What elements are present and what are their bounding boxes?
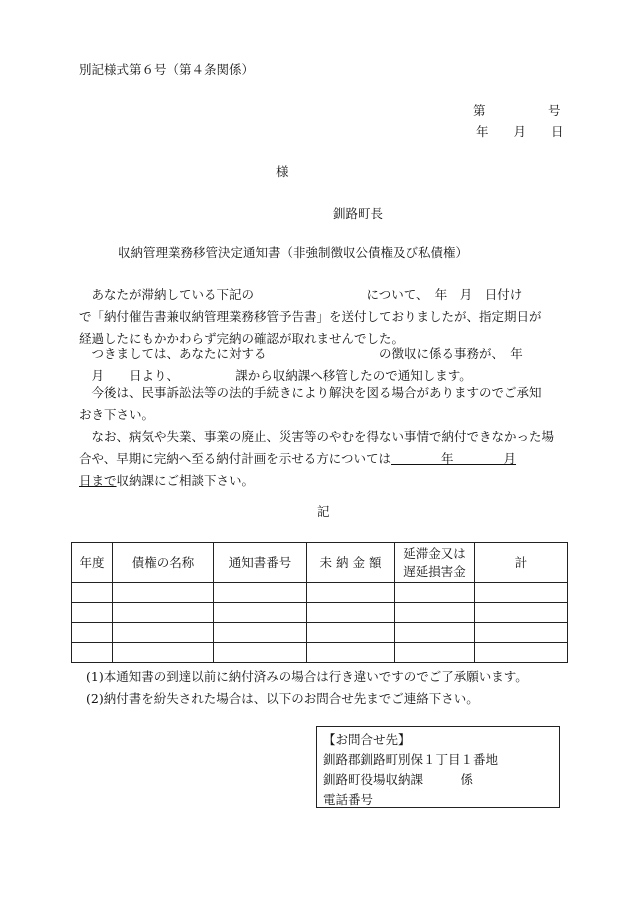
table-cell <box>72 603 113 623</box>
note-item: (1)本通知書の到達以前に納付済みの場合は行き違いですのでご了承願います。 <box>86 669 528 684</box>
contact-address: 釧路郡釧路町別保１丁目１番地 <box>323 752 499 767</box>
table-row <box>72 643 568 663</box>
debt-table <box>71 542 568 663</box>
table-row <box>72 583 568 603</box>
table-cell <box>395 643 475 663</box>
contact-heading: 【お問合せ先】 <box>323 732 411 747</box>
col-header-claim-name: 債権の名称 <box>113 543 214 583</box>
table-cell <box>475 623 568 643</box>
body-line: で「納付催告書兼収納管理業務移管予告書」を送付しておりましたが、指定期日が <box>79 309 542 324</box>
contact-phone-label: 電話番号 <box>323 792 374 807</box>
table-cell <box>395 583 475 603</box>
deadline-date-blank: 年 月 <box>391 451 517 466</box>
body-paragraph-1 <box>79 284 574 350</box>
table-cell <box>307 603 395 623</box>
body-paragraph-2 <box>79 343 574 387</box>
body-text: 収納課にご相談下さい。 <box>116 473 255 488</box>
body-line <box>79 470 574 492</box>
col-header-fiscal-year: 年度 <box>72 543 113 583</box>
table-cell <box>475 643 568 663</box>
document-title: 収納管理業務移管決定通知書（非強制徴収公債権及び私債権） <box>118 245 469 260</box>
body-line: なお、病気や失業、事業の廃止、災害等のやむを得ない事情で納付できなかった場 <box>79 429 555 444</box>
table-cell <box>72 623 113 643</box>
table-cell <box>72 643 113 663</box>
table-cell <box>113 643 214 663</box>
col-header-unpaid-amount: 未 納 金 額 <box>307 543 395 583</box>
body-line <box>79 448 574 470</box>
body-line: おき下さい。 <box>79 407 155 422</box>
table-cell <box>214 583 307 603</box>
body-text: 合や、早期に完納へ至る納付計画を示せる方については <box>79 451 392 466</box>
body-line: あなたが滞納している下記の について、 年 月 日付け <box>79 287 523 302</box>
body-line: 経過したにもかかわらず完納の確認が取れませんでした。 <box>79 331 405 346</box>
table-cell <box>395 603 475 623</box>
table-cell <box>395 623 475 643</box>
table-cell <box>475 603 568 623</box>
col-header-late-charge <box>395 543 475 583</box>
body-paragraph-3 <box>79 382 574 426</box>
table-cell <box>214 623 307 643</box>
table-cell <box>475 583 568 603</box>
table-cell <box>214 603 307 623</box>
sender-name: 釧路町長 <box>333 206 384 221</box>
form-id: 別記様式第６号（第４条関係） <box>79 62 255 77</box>
table-header-row <box>72 543 568 583</box>
table-cell <box>72 583 113 603</box>
table-cell <box>307 623 395 643</box>
document-date-label: 年 月 日 <box>476 124 564 139</box>
table-row <box>72 623 568 643</box>
body-line: つきましては、あなたに対する の徴収に係る事務が、 年 <box>79 346 523 361</box>
addressee-suffix: 様 <box>276 164 289 179</box>
contact-box <box>316 726 560 808</box>
ki-heading: 記 <box>317 504 330 519</box>
col-header-total: 計 <box>475 543 568 583</box>
table-cell <box>113 623 214 643</box>
body-paragraph-4 <box>79 426 574 492</box>
notes <box>86 666 528 710</box>
table-cell <box>113 583 214 603</box>
document-number-label: 第 号 <box>473 103 561 118</box>
note-item: (2)納付書を紛失された場合は、以下のお問合せ先までご連絡下さい。 <box>86 691 479 706</box>
col-header-late-charge-line: 延滞金又は <box>403 545 466 561</box>
deadline-suffix: 日まで <box>79 473 117 488</box>
contact-department: 釧路町役場収納課 係 <box>323 772 474 787</box>
table-cell <box>307 643 395 663</box>
table-cell <box>113 603 214 623</box>
body-line: 今後は、民事訴訟法等の法的手続きにより解決を図る場合がありますのでご承知 <box>79 385 542 400</box>
body-line: 月 日より、 課から収納課へ移管したので通知します。 <box>79 368 472 383</box>
table-cell <box>214 643 307 663</box>
table-row <box>72 603 568 623</box>
col-header-notice-number: 通知書番号 <box>214 543 307 583</box>
table-cell <box>307 583 395 603</box>
col-header-late-charge-line: 遅延損害金 <box>403 563 466 579</box>
